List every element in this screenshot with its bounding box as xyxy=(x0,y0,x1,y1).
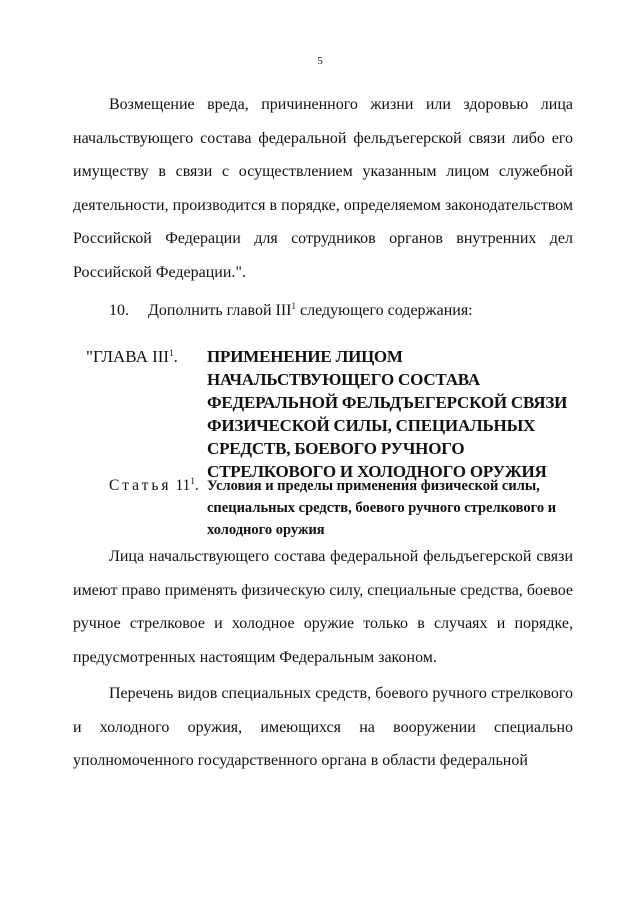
paragraph-text: Возмещение вреда, причиненного жизни или здоровью лица начальствующего состава федеральной фельдъегерской связи либо его имуществу в связи с осуществлением указанным лицом служебной деятельности, производится в порядке, определяемом законодательством Российской Федерации для сотрудников органов внутренних дел Российской Федерации.". xyxy=(73,96,573,281)
item-number: 10. xyxy=(109,302,129,319)
article-label xyxy=(109,475,199,497)
article-number-superscript: 1 xyxy=(190,476,195,486)
article-number: 11 xyxy=(175,477,191,494)
list-item-10 xyxy=(109,299,579,323)
paragraph-harm-compensation xyxy=(73,88,573,289)
chapter-label-text: "ГЛАВА III xyxy=(86,347,170,366)
chapter-label-suffix: . xyxy=(173,347,178,366)
paragraph-text: Перечень видов специальных средств, боевого ручного стрелкового и холодного оружия, имеющихся на вооружении специально уполномоченного государственного органа в области федеральной xyxy=(73,685,573,769)
item-text-end: следующего содержания: xyxy=(296,302,473,319)
paragraph-text: Лица начальствующего состава федеральной фельдъегерской связи имеют право применять физическую силу, специальные средства, боевое ручное стрелковое и холодное оружие только в случаях и порядке, предусмотренных настоящим Федеральным законом. xyxy=(73,548,573,666)
article-word: Статья xyxy=(109,477,172,494)
item-text: Дополнить главой III xyxy=(148,302,292,319)
item-superscript: 1 xyxy=(291,301,296,311)
paragraph-equipment-list xyxy=(73,677,573,778)
chapter-label-superscript: 1 xyxy=(169,348,174,358)
chapter-label xyxy=(86,345,178,368)
paragraph-rights xyxy=(73,540,573,674)
chapter-title: ПРИМЕНЕНИЕ ЛИЦОМ НАЧАЛЬСТВУЮЩЕГО СОСТАВА ФЕДЕРАЛЬНОЙ ФЕЛЬДЪЕГЕРСКОЙ СВЯЗИ ФИЗИЧЕСКОЙ СИЛЫ, СПЕЦИАЛЬНЫХ СРЕДСТВ, БОЕВОГО РУЧНОГО СТРЕЛКОВОГО И ХОЛОДНОГО ОРУЖИЯ xyxy=(207,347,568,481)
article-number-suffix: . xyxy=(194,477,199,494)
article-title: Условия и пределы применения физической силы, специальных средств, боевого ручного стрелкового и холодного оружия xyxy=(207,478,557,538)
page-number: 5 xyxy=(317,55,323,67)
